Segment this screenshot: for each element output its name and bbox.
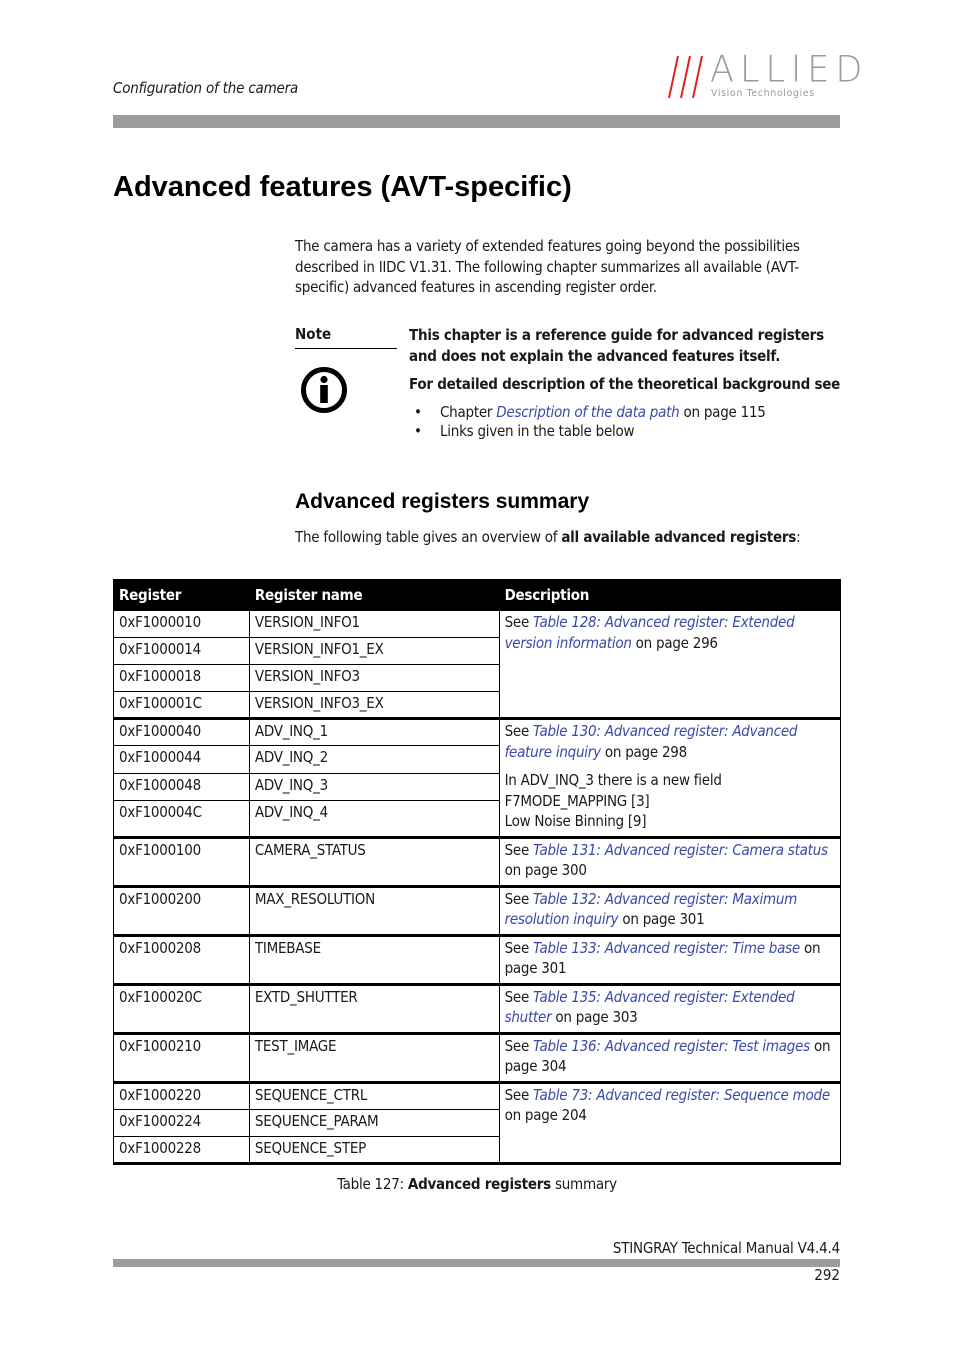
register-name: ADV_INQ_2 xyxy=(249,746,499,773)
register-address: 0xF1000010 xyxy=(114,611,250,638)
table-row xyxy=(114,984,841,1033)
table-caption xyxy=(0,1175,954,1193)
footer-rule xyxy=(113,1259,840,1267)
see-text: See xyxy=(504,889,534,908)
register-name: TEST_IMAGE xyxy=(249,1033,499,1082)
register-name: TIMEBASE xyxy=(249,935,499,984)
bullet-text: Chapter xyxy=(440,402,497,421)
section-intro-colon: : xyxy=(796,528,801,546)
table-73-link[interactable]: Table 73: Advanced register: Sequence mode xyxy=(533,1085,830,1104)
table-row xyxy=(114,1082,841,1109)
register-address: 0xF1000014 xyxy=(114,638,250,665)
table-row xyxy=(114,886,841,935)
table-130-link[interactable]: Table 130: Advanced register: Advanced feature inquiry xyxy=(504,722,798,761)
desc-extra-line: Low Noise Binning [9] xyxy=(504,812,647,830)
allied-logo xyxy=(668,49,869,102)
note-paragraph-1: This chapter is a reference guide for advanced registers and does not explain the advanced features itself. xyxy=(409,326,824,365)
register-name: ADV_INQ_3 xyxy=(249,773,499,800)
section-intro-text: The following table gives an overview of xyxy=(295,528,562,546)
table-133-link[interactable]: Table 133: Advanced register: Time base xyxy=(533,938,800,957)
column-header-register-name: Register name xyxy=(249,580,499,611)
desc-extra-note xyxy=(505,770,835,832)
caption-bold: Advanced registers xyxy=(407,1175,551,1193)
page-ref: on page 300 xyxy=(504,861,587,879)
register-description xyxy=(499,886,840,935)
register-address: 0xF1000208 xyxy=(114,935,250,984)
page-title: Advanced features (AVT-specific) xyxy=(113,171,572,203)
note-bullet xyxy=(409,422,849,442)
register-name: VERSION_INFO1_EX xyxy=(249,638,499,665)
register-address: 0xF100020C xyxy=(114,984,250,1033)
register-name: ADV_INQ_4 xyxy=(249,801,499,837)
see-text: See xyxy=(504,987,534,1006)
see-text: See xyxy=(504,613,534,631)
table-row xyxy=(114,837,841,886)
see-text: See xyxy=(504,1036,534,1055)
column-header-register: Register xyxy=(114,580,250,611)
register-description xyxy=(499,611,840,719)
intro-paragraph: The camera has a variety of extended features going beyond the possibilities described in IIDC V1.31. The following chapter summarizes all available (AVT-specific) advanced features in ascending register order. xyxy=(295,237,800,296)
table-128-link[interactable]: Table 128: Advanced register: Extended version information xyxy=(504,613,795,652)
register-address: 0xF1000228 xyxy=(114,1136,250,1163)
page-ref: on page 204 xyxy=(504,1106,587,1124)
register-description xyxy=(499,1082,840,1163)
caption-prefix: Table 127: xyxy=(337,1175,408,1193)
section-title: Advanced registers summary xyxy=(295,490,590,513)
desc-extra-line: F7MODE_MAPPING [3] xyxy=(504,791,650,810)
table-header-row xyxy=(114,580,841,611)
register-name: VERSION_INFO1 xyxy=(249,611,499,638)
register-address: 0xF1000220 xyxy=(114,1082,250,1109)
note-label: Note xyxy=(295,325,397,349)
register-name: SEQUENCE_CTRL xyxy=(249,1082,499,1109)
table-131-link[interactable]: Table 131: Advanced register: Camera status xyxy=(533,840,828,859)
note-paragraph-2: For detailed description of the theoretical background see xyxy=(409,375,841,393)
register-address: 0xF1000044 xyxy=(114,746,250,773)
bullet-page-ref: on page 115 xyxy=(679,402,766,421)
section-intro-bold: all available advanced registers xyxy=(561,528,797,546)
see-text: See xyxy=(504,722,534,740)
note-bullet-list xyxy=(409,403,849,442)
desc-see-line xyxy=(505,721,835,762)
register-description xyxy=(499,719,840,838)
page-ref: on page 298 xyxy=(600,742,687,761)
table-row xyxy=(114,1033,841,1082)
register-name: SEQUENCE_STEP xyxy=(249,1136,499,1163)
note-bullet xyxy=(409,403,849,423)
bullet-text: Links given in the table below xyxy=(440,422,635,440)
register-name: MAX_RESOLUTION xyxy=(249,886,499,935)
footer-manual-title: STINGRAY Technical Manual V4.4.4 xyxy=(612,1239,840,1257)
register-description xyxy=(499,1033,840,1082)
logo-wordmark: ALLIED xyxy=(710,49,869,91)
column-header-description: Description xyxy=(499,580,840,611)
table-132-link[interactable]: Table 132: Advanced register: Maximum resolution inquiry xyxy=(504,889,798,928)
page-ref: on page 301 xyxy=(618,910,705,928)
header-rule xyxy=(113,115,840,128)
section-intro xyxy=(295,528,800,546)
running-head: Configuration of the camera xyxy=(113,79,299,97)
see-text: See xyxy=(504,1085,534,1104)
table-row xyxy=(114,611,841,638)
register-address: 0xF1000048 xyxy=(114,773,250,800)
register-description xyxy=(499,935,840,984)
register-address: 0xF100001C xyxy=(114,692,250,719)
advanced-registers-table xyxy=(113,579,841,1165)
register-address: 0xF1000100 xyxy=(114,837,250,886)
table-136-link[interactable]: Table 136: Advanced register: Test images xyxy=(533,1036,810,1055)
see-text: See xyxy=(504,938,534,957)
info-icon xyxy=(300,366,348,414)
register-name: VERSION_INFO3_EX xyxy=(249,692,499,719)
register-address: 0xF100004C xyxy=(114,801,250,837)
note-body xyxy=(409,325,849,442)
logo-tagline: Vision Technologies xyxy=(711,88,815,99)
register-address: 0xF1000224 xyxy=(114,1109,250,1136)
caption-suffix: summary xyxy=(550,1175,617,1193)
table-row xyxy=(114,935,841,984)
data-path-link[interactable]: Description of the data path xyxy=(496,402,680,421)
register-address: 0xF1000200 xyxy=(114,886,250,935)
page-ref: on page 304 xyxy=(504,1036,831,1075)
page-number: 292 xyxy=(814,1266,840,1284)
register-name: CAMERA_STATUS xyxy=(249,837,499,886)
register-name: SEQUENCE_PARAM xyxy=(249,1109,499,1136)
logo-slashes-icon xyxy=(668,56,708,98)
register-address: 0xF1000040 xyxy=(114,719,250,746)
register-description xyxy=(499,984,840,1033)
register-name: VERSION_INFO3 xyxy=(249,665,499,692)
table-135-link[interactable]: Table 135: Advanced register: Extended shutter xyxy=(504,987,795,1026)
see-text: See xyxy=(504,840,534,859)
page-ref: on page 303 xyxy=(551,1008,638,1026)
page-ref: on page 301 xyxy=(504,938,821,977)
register-address: 0xF1000018 xyxy=(114,665,250,692)
register-name: EXTD_SHUTTER xyxy=(249,984,499,1033)
register-description xyxy=(499,837,840,886)
register-name: ADV_INQ_1 xyxy=(249,719,499,746)
register-address: 0xF1000210 xyxy=(114,1033,250,1082)
desc-extra-line: In ADV_INQ_3 there is a new field xyxy=(504,771,722,789)
page-ref: on page 296 xyxy=(631,633,718,652)
table-row xyxy=(114,719,841,746)
